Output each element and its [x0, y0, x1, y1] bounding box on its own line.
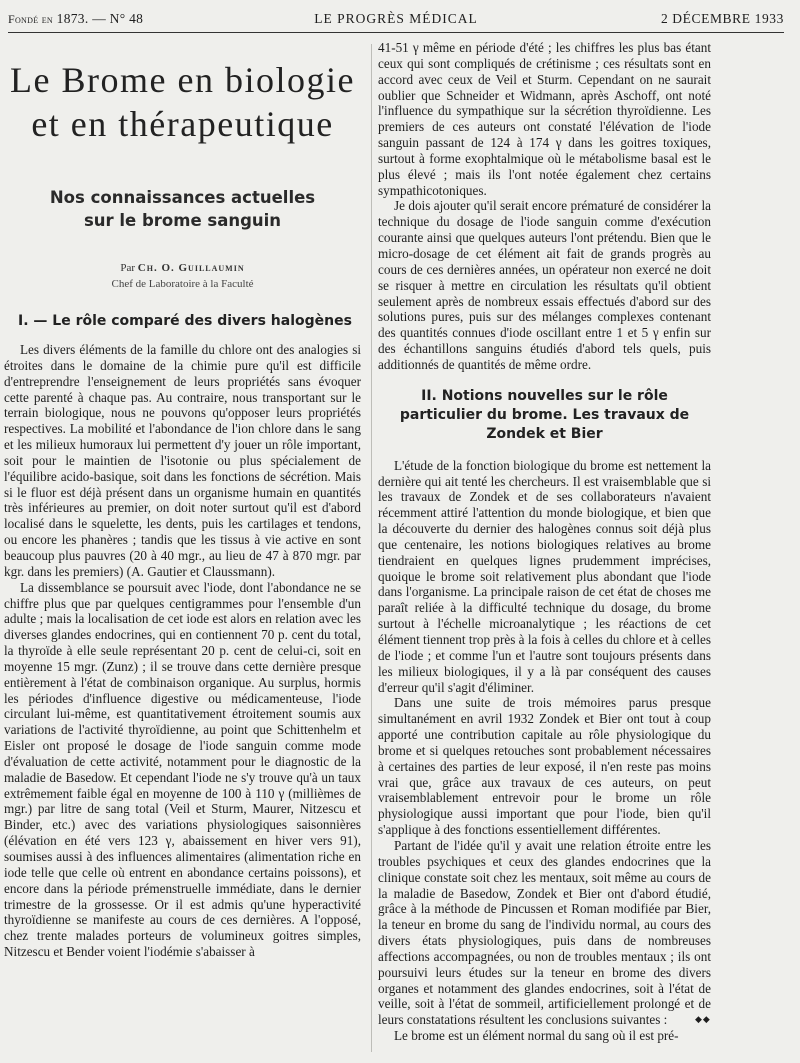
journal-title: LE PROGRÈS MÉDICAL: [314, 11, 478, 26]
section-1-heading: I. — Le rôle comparé des divers halogènes: [18, 313, 352, 329]
byline: [4, 262, 361, 274]
ornament: ◆◆: [695, 1014, 711, 1024]
author-affiliation: Chef de Laboratoire à la Faculté: [111, 278, 254, 290]
section-1-paragraph-1: Les divers éléments de la famille du chlore ont des analogies si étroites dans le domaine de la chimie pure qu'il est difficile d'entreprendre l'enseignement de leurs propriétés sans évoquer cette parenté à chaque pas. Au contraire, nous transportant sur le terrain biologique, nous ne pouvons qu'opposer leurs propriétés respectives. La mobilité et l'abondance de l'ion chlore dans le sang et les milieux humoraux lui permettent d'y jouer un rôle important, soit pour le maintien de l'isotonie ou plus spécialement de l'équilibre acido-basique, soit dans les fonctions de sécrétion. Mais si le fluor est déjà présent dans un organisme humain en quantités très inférieures au premier, on doit noter surtout qu'il est d'abord localisé dans le squelette, les dents, puis les cartilages et tendons, ou encore les phanères ; tandis que les tissus à vie active en sont beaucoup plus pauvres (20 à 40 mgr., au lieu de 47 à 870 mgr. par kgr. dans les premiers) (A. Gautier et Claussmann).: [4, 342, 361, 579]
section-banner: [4, 58, 361, 146]
author-name: Ch. O. Guillaumin: [137, 262, 245, 274]
issue-date: 2 DÉCEMBRE 1933: [660, 11, 784, 26]
section-2-paragraph-2: Dans une suite de trois mémoires parus presque simultanément en avril 1932 Zondek et Bier ont tout à coup apporté une contribution capitale au rôle physiologique du brome et si quelques retouches sont probablement nécessaires à certaines des parties de leur exposé, il n'en reste pas moins vrai que, grâce aux travaux de ces auteurs, on peut vraisemblablement entrevoir pour le brome un rôle physiologique aussi important que pour l'iode, bien qu'il s'applique à des fonctions essentiellement différentes.: [378, 695, 711, 838]
banner-line-2: et en thérapeutique: [31, 104, 334, 144]
continued-paragraph: 41-51 γ même en période d'été ; les chiffres les plus bas étant ceux qui sont compliqués de crétinisme ; ces résultats sont en accord avec ceux de Veil et Sturm. Cependant on ne saurait oublier que Schneider et Widmann, après Aschoff, ont noté l'influence du sympathique sur la sécrétion thyroïdienne. Les premiers de ces auteurs ont constaté l'élévation de l'iode sanguin passant de 124 à 174 γ dans les goitres toxiques, surtout à forme exophtalmique où le métabolisme basal est le plus élevé ; mais ils l'ont notée également chez certains sympathicotoniques.: [378, 40, 711, 198]
right-column: [378, 40, 711, 1044]
page-header: [8, 11, 784, 31]
section-2-paragraph-4: Le brome est un élément normal du sang où il est pré-: [394, 1028, 679, 1044]
section-1-paragraph-2: La dissemblance se poursuit avec l'iode, dont l'abondance ne se chiffre plus que par quelques centigrammes pour l'ensemble d'un adulte ; mais la localisation de cet iode est alors en relation avec les diverses glandes endocrines, qui en contiennent 70 p. cent du total, la thyroïde à elle seule représentant 20 p. cent de celui-ci, soit en moyenne 15 mgr. (Zunz) ; il se trouve dans cette dernière presque entièrement à l'état de combinaison organique. Au surplus, hormis les périodes d'influence digestive ou médicamenteuse, l'iode circulant lui-même, est quantitativement étroitement soumis aux variations de l'activité thyroïdienne, au point que Schittenhelm et Eisler ont proposé le dosage de l'iode sanguin comme mode d'évaluation de cette activité, notamment pour le diagnostic de la maladie de Basedow. Et cependant l'iode ne s'y trouve qu'à un taux extrêmement faible égal en moyenne de 100 à 110 γ (millièmes de mgr.) par litre de sang total (Veil et Sturm, Maurer, Nitzescu et Binder, etc.) avec des variations physiologiques saisonnières (élévation en été vers 123 γ, abaissement en hiver vers 91), soumises aussi à des influences alimentaires (alimentation riche en iode telle que celle où entrent en abondance certains poissons), et encore dans la période prémenstruelle immédiate, dans le dernier trimestre de la grossesse. Or il est admis qu'une hyperactivité thyroïdienne se manifeste au cours de ces dernières. A l'opposé, chez trente malades porteurs de volumineux goitres simples, Nitzescu et Bender voient l'iodémie s'abaisser à: [4, 579, 361, 960]
left-column: [4, 40, 361, 960]
founding-label: Fondé en: [8, 12, 53, 26]
section-2-paragraph-3: Partant de l'idée qu'il y avait une relation étroite entre les troubles psychiques et ceux des glandes endocrines que la clinique constate soit chez les mentaux, soit même au cours de la maladie de Basedow, Zondek et Bier ont d'abord étudié, grâce à la méthode de Pincussen et Roman modifiée par Bier, la teneur en brome du sang de l'individu normal, au cours des divers états physiologiques, puis dans de nombreuses affections accompagnées, ou non de troubles mentaux ; ils ont poursuivi leurs études sur la teneur en brome des divers organes et notamment des glandes endocrines, soit à l'état de veille, soit à l'état de sommeil, artificiellement prolongé et de leurs constatations résultent les conclusions suivantes :: [378, 837, 711, 1028]
article-title: Nos connaissances actuelles sur le brome sanguin: [49, 188, 316, 230]
column-divider: [371, 44, 372, 1052]
section-2-heading: II. Notions nouvelles sur le rôle particulier du brome. Les travaux de Zondek et Bier: [399, 387, 690, 442]
banner-line-1: Le Brome en biologie: [10, 60, 355, 100]
section-2-paragraph-1: L'étude de la fonction biologique du brome est nettement la dernière qui ait tenté les chercheurs. Il est vraisemblable que si les travaux de Zondek et de ses collaborateurs n'avaient récemment attiré l'attention du monde biologique, et bien que la découverte du dernier des halogènes connus soit déjà plus que centenaire, les notions biologiques relatives au brome tiendraient en quelques lignes prudemment imprécises, quoique le brome soit relativement plus abondant que l'iode dans l'organisme. La principale raison de cet état de choses me paraît reliée à la difficulté technique du dosage, du brome surtout à l'échelle microanalytique ; les réactions de cet élément tiennent trop près à la fois à celles du chlore et à celles de l'iode ; et comme l'un et l'autre sont toujours présents dans les milieux biologiques, il y a là par conséquent des causes d'erreur qu'il s'agit d'éliminer.: [378, 457, 711, 695]
byline-prefix: Par: [120, 262, 138, 274]
header-rule: [8, 32, 784, 33]
issue-number: 1873. — N° 48: [52, 11, 144, 26]
technique-paragraph: Je dois ajouter qu'il serait encore prématuré de considérer la technique du dosage de l'iode sanguin comme d'exécution courante ainsi que quelques auteurs l'ont prétendu. Bien que le micro-dosage de cet élément ait fait de grands progrès au cours de ces dernières années, un opérateur non exercé ne doit se risquer à mettre en circulation les résultats qu'il obtient seulement après de nombreux essais effectués d'abord sur des solutions pures, puis sur des mélanges complexes contenant des quantités connues d'iode oscillant entre 1 et 5 γ enfin sur des échantillons sanguins étudiés d'abord tels quels, puis additionnés de quantités de même ordre.: [378, 198, 711, 372]
